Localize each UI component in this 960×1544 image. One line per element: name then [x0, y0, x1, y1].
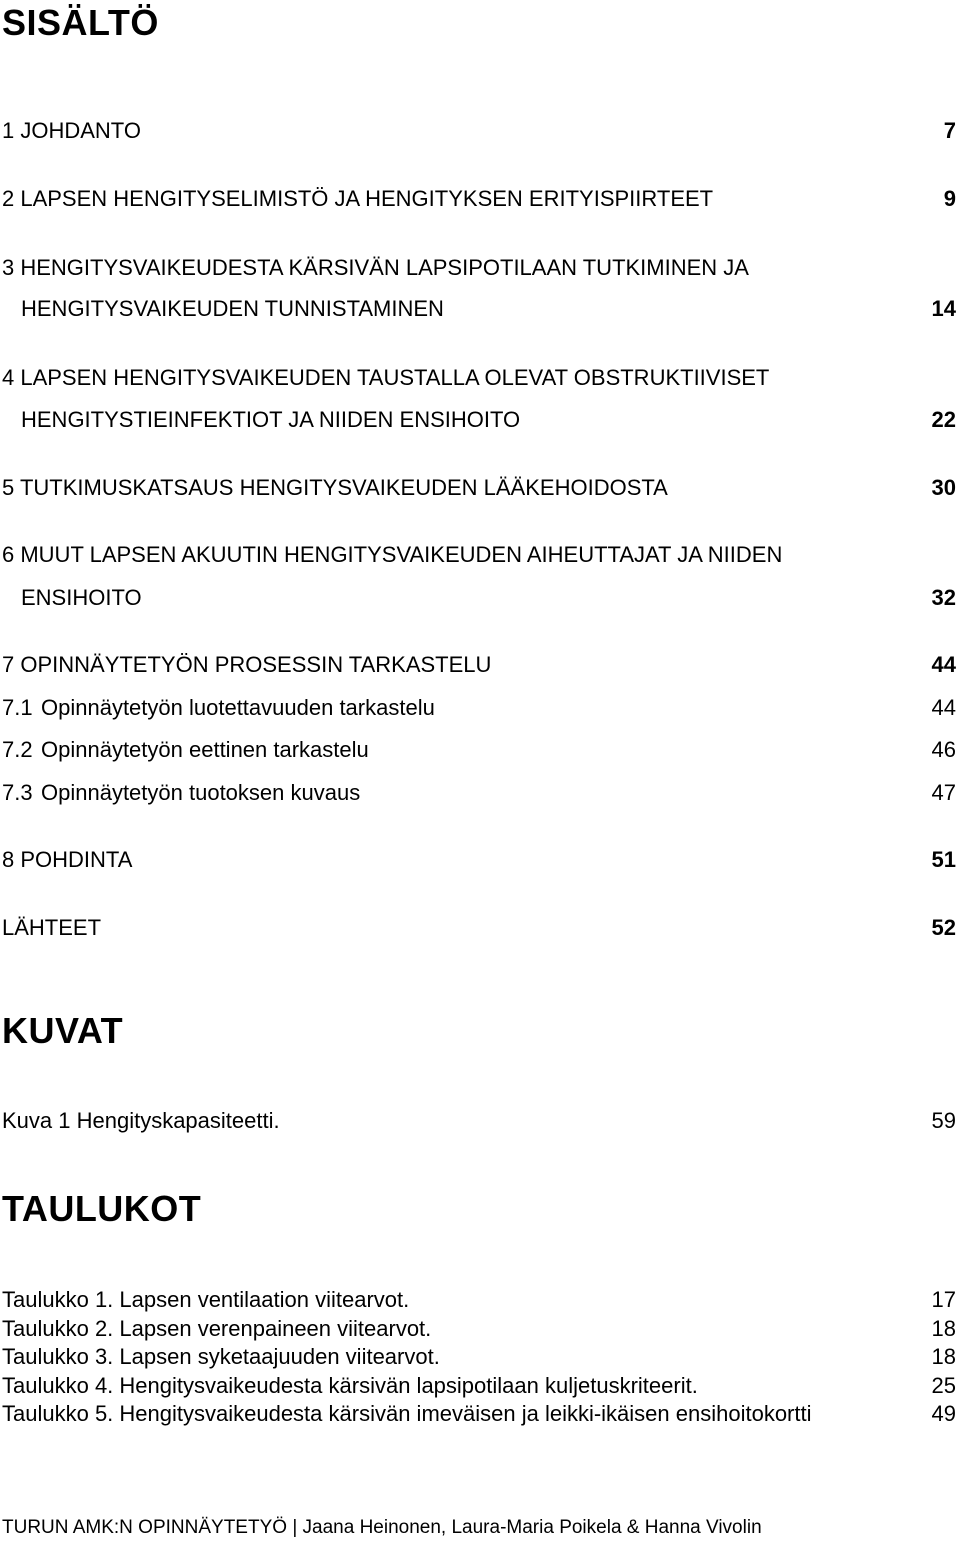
- toc-entry-5[interactable]: 5 TUTKIMUSKATSAUS HENGITYSVAIKEUDEN LÄÄKEHOIDOSTA: [2, 475, 668, 500]
- table-entry-3[interactable]: Taulukko 3. Lapsen syketaajuuden viitearvot.: [2, 1344, 440, 1369]
- table-page-5: 49: [931, 1401, 956, 1426]
- toc-page-4: 22: [931, 407, 956, 432]
- kuvat-heading: KUVAT: [2, 1010, 124, 1051]
- table-entry-5[interactable]: Taulukko 5. Hengitysvaikeudesta kärsivän imeväisen ja leikki-ikäisen ensihoitokortti: [2, 1401, 812, 1426]
- toc-subsection-7-3[interactable]: [0, 780, 960, 810]
- toc-page-3: 14: [931, 296, 956, 321]
- subsection-page: 46: [931, 737, 956, 762]
- toc-page-8: 51: [931, 847, 956, 872]
- footer-school: TURUN AMK:N OPINNÄYTETYÖ: [2, 1517, 288, 1538]
- subsection-number: 7.1: [2, 695, 33, 720]
- toc-page-7: 44: [931, 652, 956, 677]
- table-page-1: 17: [931, 1287, 956, 1312]
- footer-authors: Jaana Heinonen, Laura-Maria Poikela & Hanna Vivolin: [302, 1517, 762, 1538]
- table-entry-2[interactable]: Taulukko 2. Lapsen verenpaineen viitearvot.: [2, 1316, 432, 1341]
- taulukot-heading: TAULUKOT: [2, 1188, 202, 1229]
- toc-entry-7[interactable]: 7 OPINNÄYTETYÖN PROSESSIN TARKASTELU: [2, 652, 492, 677]
- subsection-title: Opinnäytetyön tuotoksen kuvaus: [41, 780, 361, 805]
- table-entry-1[interactable]: Taulukko 1. Lapsen ventilaation viitearvot.: [2, 1287, 410, 1312]
- toc-entry-lahteet[interactable]: LÄHTEET: [2, 915, 102, 940]
- toc-page-lahteet: 52: [931, 915, 956, 940]
- toc-subsection-7-1[interactable]: [0, 695, 960, 725]
- toc-page-6: 32: [931, 585, 956, 610]
- toc-entry-4-line-2[interactable]: HENGITYSTIEINFEKTIOT JA NIIDEN ENSIHOITO: [21, 407, 521, 432]
- toc-page-5: 30: [931, 475, 956, 500]
- toc-entry-8[interactable]: 8 POHDINTA: [2, 847, 133, 872]
- toc-entry-6-line-1[interactable]: 6 MUUT LAPSEN AKUUTIN HENGITYSVAIKEUDEN AIHEUTTAJAT JA NIIDEN: [2, 542, 783, 567]
- subsection-number: 7.3: [2, 780, 33, 805]
- table-entry-4[interactable]: Taulukko 4. Hengitysvaikeudesta kärsivän lapsipotilaan kuljetuskriteerit.: [2, 1373, 698, 1398]
- toc-subsection-7-2[interactable]: [0, 737, 960, 767]
- page-title: SISÄLTÖ: [2, 2, 159, 43]
- toc-entry-4-line-1[interactable]: 4 LAPSEN HENGITYSVAIKEUDEN TAUSTALLA OLEVAT OBSTRUKTIIVISET: [2, 365, 770, 390]
- table-page-3: 18: [931, 1344, 956, 1369]
- table-page-4: 25: [931, 1373, 956, 1398]
- toc-entry-3-line-1[interactable]: 3 HENGITYSVAIKEUDESTA KÄRSIVÄN LAPSIPOTILAAN TUTKIMINEN JA: [2, 255, 749, 280]
- footer-separator: |: [292, 1517, 298, 1538]
- subsection-page: 47: [931, 780, 956, 805]
- toc-page-1: 7: [943, 118, 956, 143]
- toc-entry-1[interactable]: 1 JOHDANTO: [2, 118, 141, 143]
- subsection-title: Opinnäytetyön eettinen tarkastelu: [41, 737, 369, 762]
- subsection-number: 7.2: [2, 737, 33, 762]
- toc-entry-2[interactable]: 2 LAPSEN HENGITYSELIMISTÖ JA HENGITYKSEN ERITYISPIIRTEET: [2, 186, 714, 211]
- toc-entry-6-line-2[interactable]: ENSIHOITO: [21, 585, 142, 610]
- page-footer: [2, 1517, 762, 1539]
- toc-page-2: 9: [943, 186, 956, 211]
- subsection-title: Opinnäytetyön luotettavuuden tarkastelu: [41, 695, 435, 720]
- subsection-page: 44: [931, 695, 956, 720]
- table-page-2: 18: [931, 1316, 956, 1341]
- figure-page-1: 59: [931, 1108, 956, 1133]
- toc-entry-3-line-2[interactable]: HENGITYSVAIKEUDEN TUNNISTAMINEN: [21, 296, 444, 321]
- figure-entry-1[interactable]: Kuva 1 Hengityskapasiteetti.: [2, 1108, 280, 1133]
